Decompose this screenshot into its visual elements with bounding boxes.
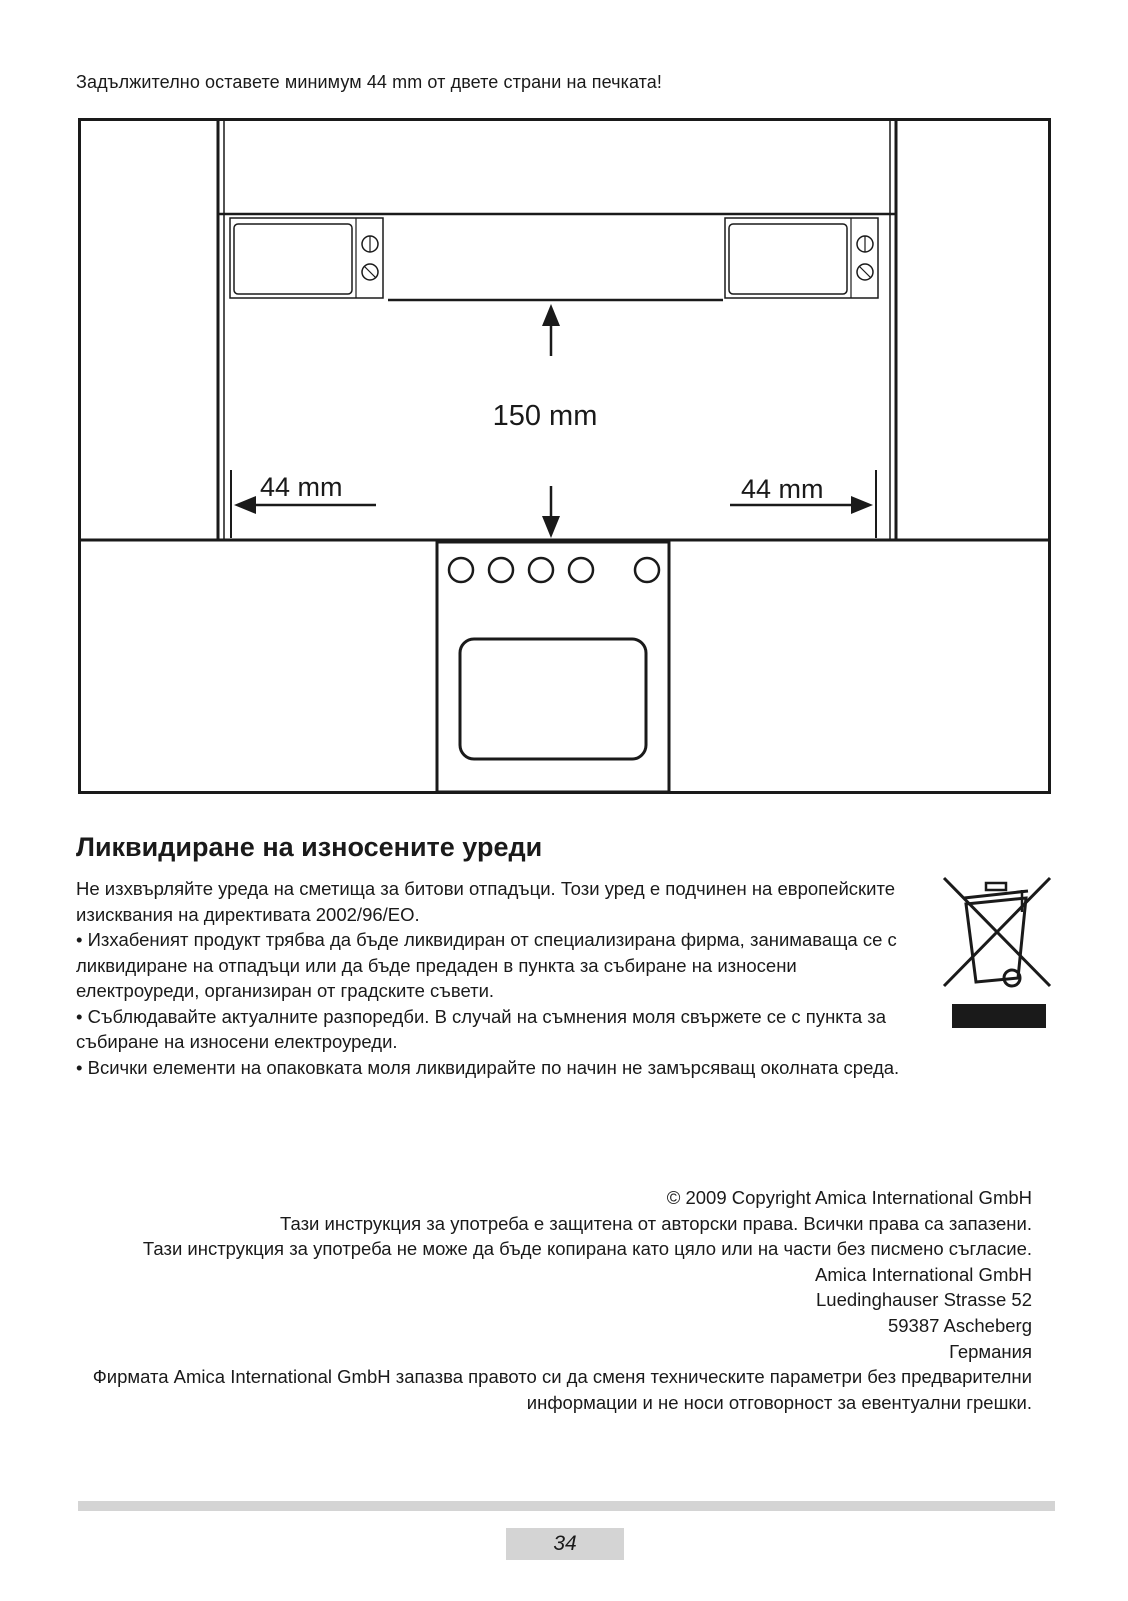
copyright-block — [92, 1185, 1032, 1415]
arrow-right — [851, 496, 873, 514]
company-name: Amica International GmbH — [815, 1263, 1032, 1285]
company-street: Luedinghauser Strasse 52 — [816, 1289, 1032, 1311]
page-number: 34 — [506, 1528, 624, 1560]
company-city: 59387 Ascheberg — [887, 1314, 1032, 1336]
microwave-left — [230, 218, 383, 298]
weee-bar — [952, 1004, 1046, 1028]
dimension-150-label: 150 mm — [492, 400, 598, 432]
disposal-heading: Ликвидиране на износените уреди — [76, 832, 543, 862]
company-disclaimer: Фирмата Amica International GmbH запазва правото си да сменя техническите параметри без предварителни информации и не носи отговорност за евентуални грешки. — [92, 1366, 1032, 1413]
installation-note: Задължително оставете минимум 44 mm от двете страни на печката! — [76, 72, 663, 92]
microwave-right — [725, 218, 878, 298]
copyright-rights: Тази инструкция за употреба е защитена от авторски права. Всички права са запазени. — [280, 1212, 1032, 1234]
weee-crossed-bin-icon — [940, 876, 1055, 1046]
dimension-right-label: 44 mm — [741, 474, 824, 504]
dimension-left-label: 44 mm — [260, 472, 343, 502]
installation-diagram — [78, 118, 1053, 803]
disposal-paragraph: • Всички елементи на опаковката моля ликвидирайте по начин не замърсяващ околната среда. — [76, 1056, 900, 1078]
arrow-up — [542, 304, 560, 326]
company-country: Германия — [949, 1340, 1032, 1362]
copyright-line: © 2009 Copyright Amica International GmbH — [666, 1187, 1032, 1208]
disposal-paragraph: • Съблюдавайте актуалните разпоредби. В случай на съмнения моля свържете се с пункта за събиране на износени електроуреди. — [76, 1005, 887, 1052]
arrow-left — [234, 496, 256, 514]
cooker — [437, 542, 669, 792]
disposal-paragraph: • Изхабеният продукт трябва да бъде ликвидиран от специализирана фирма, занимаваща се с ликвидиране на отпадъци или да бъде предаден в пункта за събиране на износени електроуреди, организиран от градските съвети. — [76, 929, 897, 1001]
copyright-no-copy: Тази инструкция за употреба не може да бъде копирана като цяло или на части без писмено съгласие. — [142, 1238, 1032, 1260]
arrow-down — [542, 516, 560, 538]
footer-divider — [78, 1501, 1055, 1511]
diagram-frame — [80, 120, 1050, 793]
disposal-text — [76, 876, 916, 1080]
disposal-paragraph: Не изхвърляйте уреда на сметища за битови отпадъци. Този уред е подчинен на европейските изисквания на директивата 2002/96/ЕО. — [76, 878, 896, 925]
